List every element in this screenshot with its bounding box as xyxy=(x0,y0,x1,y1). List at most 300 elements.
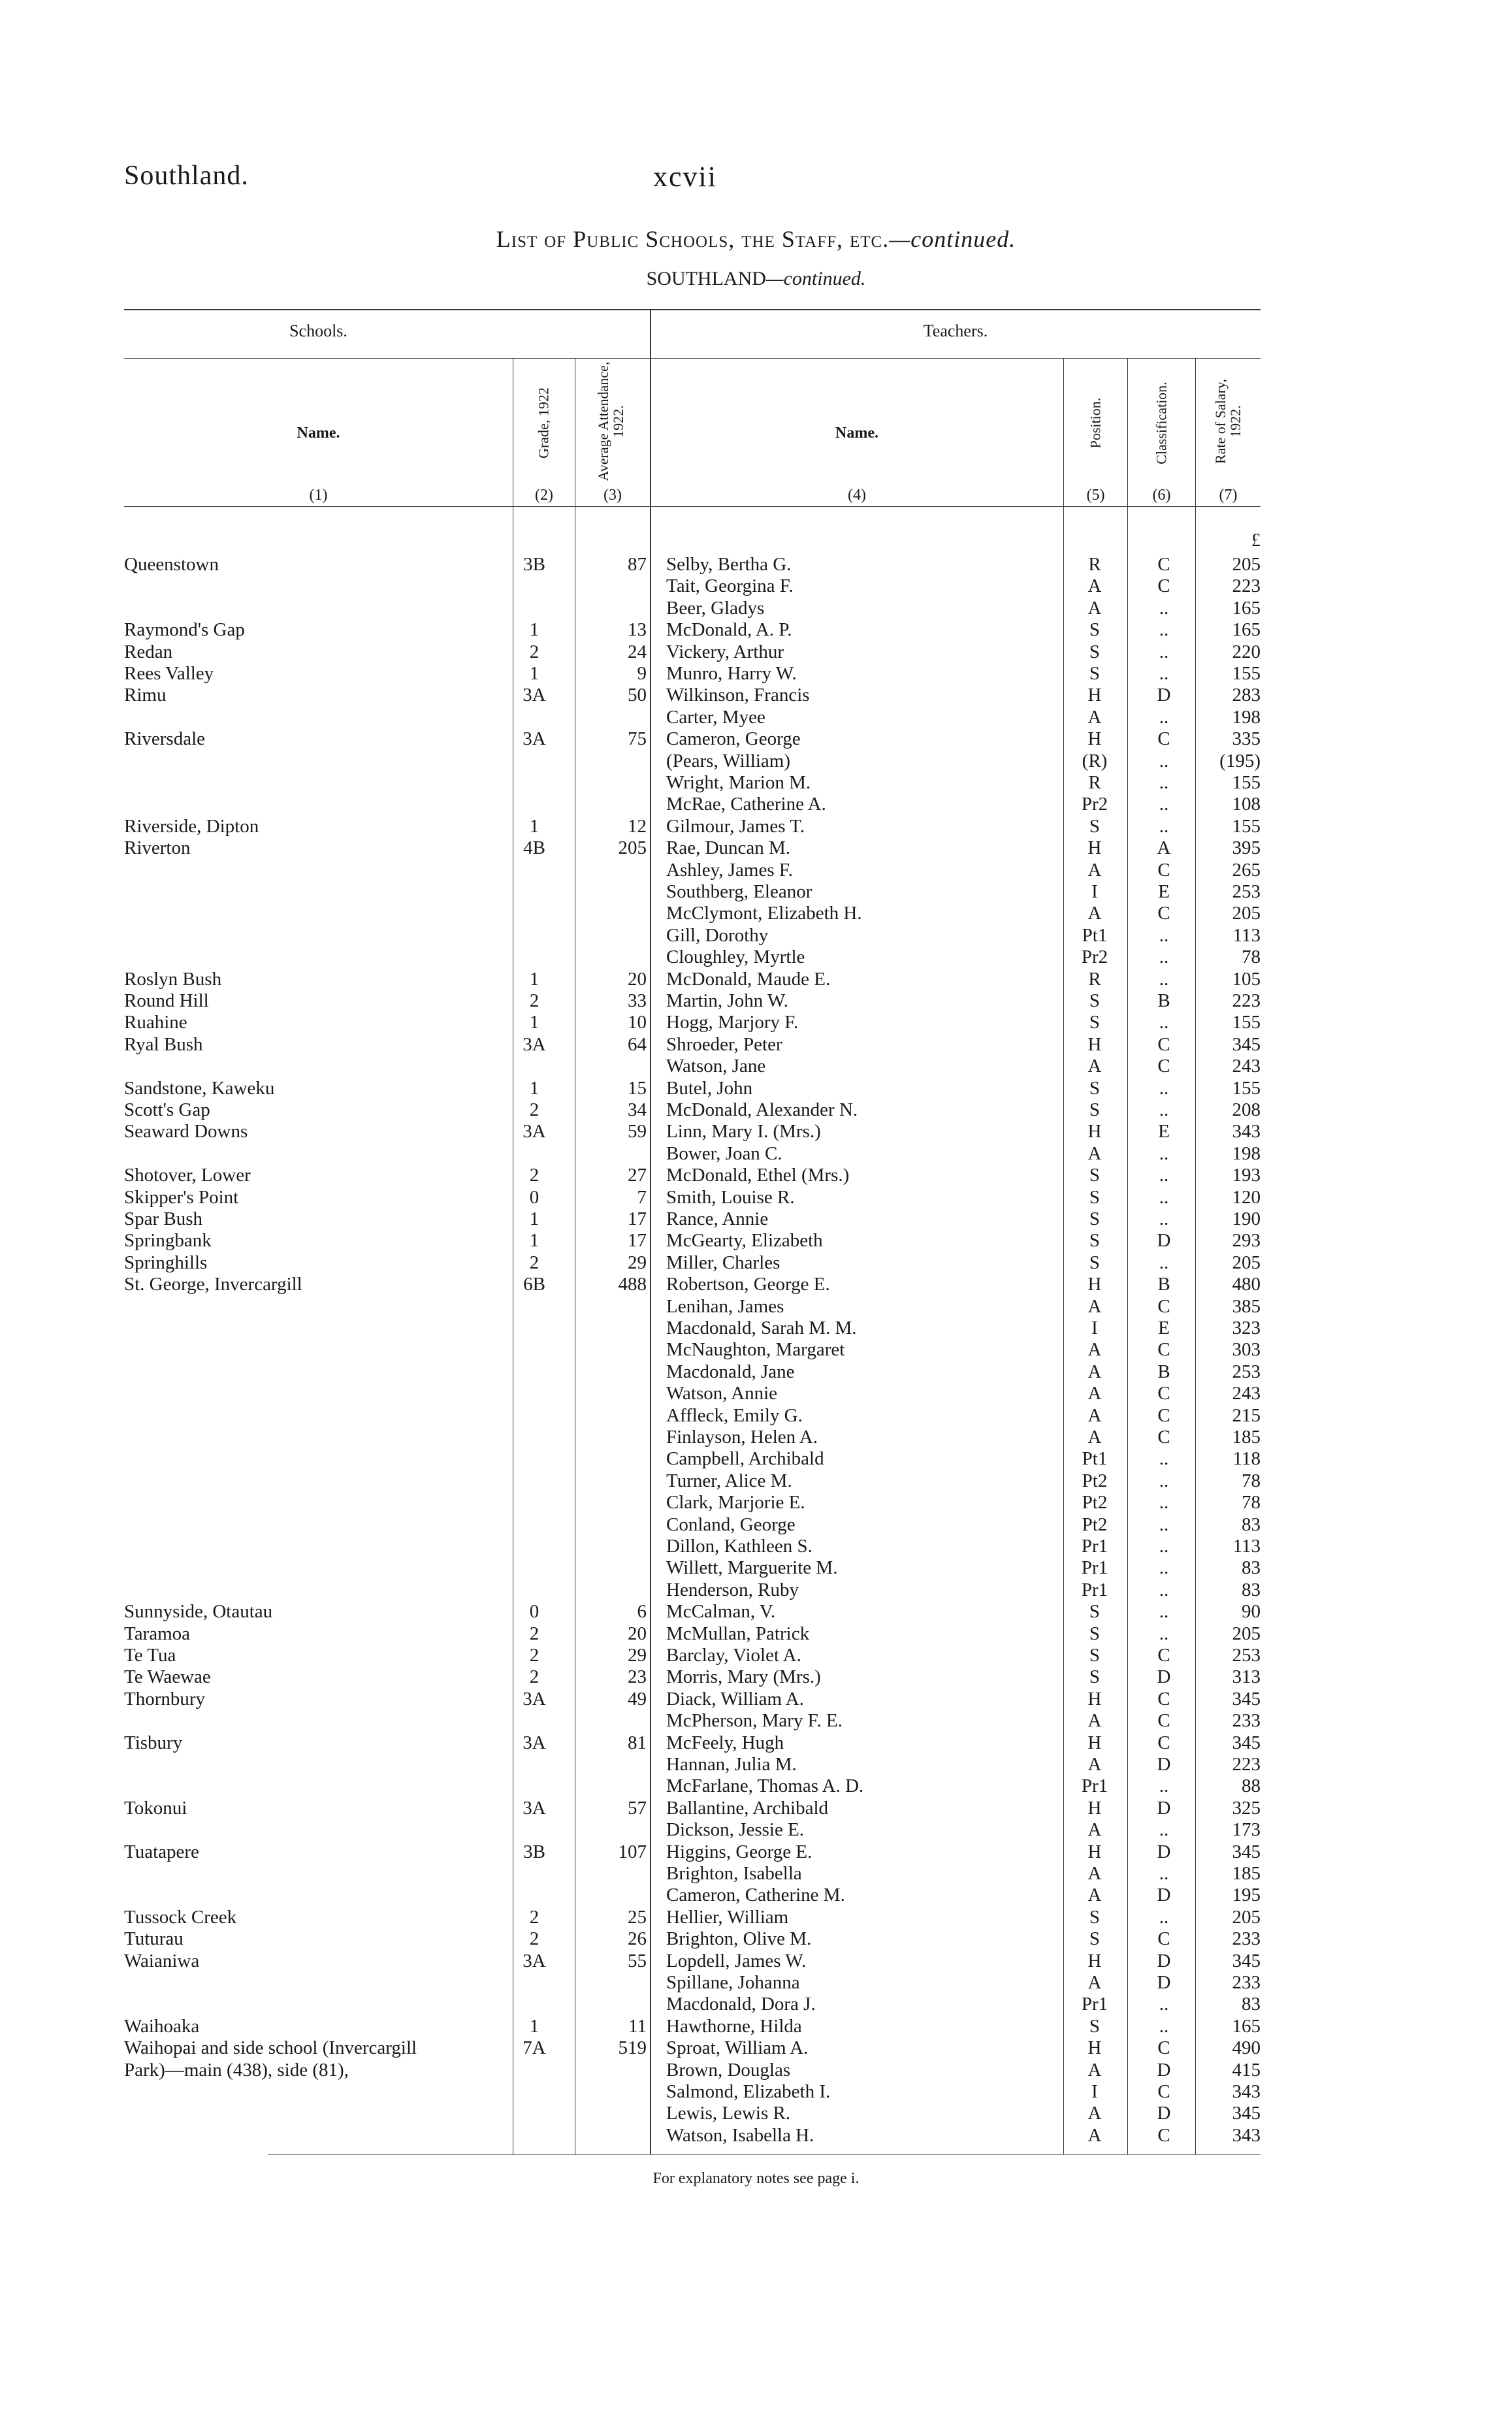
teacher-name-cell: Vickery, Arthur xyxy=(666,641,784,662)
table-row xyxy=(0,1798,1512,1820)
grade-cell: 0 xyxy=(529,1186,539,1208)
subtitle-continued: —continued. xyxy=(765,268,866,289)
teacher-name-cell: McFarlane, Thomas A. D. xyxy=(666,1775,864,1797)
table-row xyxy=(0,1863,1512,1885)
table-row xyxy=(0,1405,1512,1427)
position-cell: S xyxy=(1089,619,1101,641)
teacher-name-cell: McDonald, Alexander N. xyxy=(666,1099,858,1120)
classification-cell: .. xyxy=(1159,1906,1169,1928)
table-row xyxy=(0,1230,1512,1252)
teacher-name-cell: Tait, Georgina F. xyxy=(666,575,794,597)
classification-cell: C xyxy=(1157,1427,1170,1448)
position-cell: A xyxy=(1087,2103,1102,2124)
table-row xyxy=(0,2016,1512,2038)
salary-cell: 223 xyxy=(1232,575,1261,597)
salary-cell: 118 xyxy=(1232,1448,1261,1470)
attendance-cell: 205 xyxy=(618,837,647,859)
position-cell: Pt2 xyxy=(1082,1492,1108,1514)
teacher-name-cell: McClymont, Elizabeth H. xyxy=(666,903,862,924)
position-cell: S xyxy=(1089,815,1101,837)
position-cell: Pr2 xyxy=(1081,947,1108,968)
salary-cell: 120 xyxy=(1232,1186,1261,1208)
position-cell: H xyxy=(1087,1797,1102,1819)
subtitle-main: SOUTHLAND xyxy=(646,268,766,289)
teacher-name-cell: Wright, Marion M. xyxy=(666,772,811,793)
salary-cell: 113 xyxy=(1232,924,1261,946)
teacher-name-cell: McDonald, A. P. xyxy=(666,619,792,641)
teacher-name-cell: Higgins, George E. xyxy=(666,1841,812,1862)
classification-cell: .. xyxy=(1159,663,1169,684)
classification-cell: D xyxy=(1157,1754,1171,1775)
salary-cell: 233 xyxy=(1232,1710,1261,1732)
salary-cell: 205 xyxy=(1232,1252,1261,1273)
school-name-cell: Queenstown xyxy=(124,554,219,575)
attendance-cell: 20 xyxy=(628,1623,647,1644)
position-cell: A xyxy=(1087,1972,1102,1993)
table-row xyxy=(0,1841,1512,1864)
salary-cell: 343 xyxy=(1232,2081,1261,2102)
school-name-cell: Seaward Downs xyxy=(124,1121,248,1142)
grade-cell: 3A xyxy=(523,1688,546,1709)
table-row xyxy=(0,751,1512,773)
grade-cell: 2 xyxy=(529,641,539,662)
region-subtitle xyxy=(0,268,1512,290)
position-column-header: Position. xyxy=(1087,397,1104,449)
title-continued: —continued. xyxy=(889,226,1016,252)
attendance-cell: 49 xyxy=(628,1688,647,1709)
school-name-cell: Springhills xyxy=(124,1252,208,1273)
table-row xyxy=(0,990,1512,1012)
table-top-rule xyxy=(124,309,1261,310)
school-name-cell: Riversdale xyxy=(124,728,206,750)
teacher-name-cell: Shroeder, Peter xyxy=(666,1033,782,1055)
attendance-cell: 10 xyxy=(628,1012,647,1033)
attendance-cell: 11 xyxy=(628,2015,647,2037)
position-cell: H xyxy=(1087,1732,1102,1753)
classification-cell: C xyxy=(1157,1928,1170,1950)
classification-cell: .. xyxy=(1159,641,1169,662)
classification-cell: D xyxy=(1157,1230,1171,1252)
teacher-name-cell: Watson, Annie xyxy=(666,1383,778,1404)
school-name-cell: Sunnyside, Otautau xyxy=(124,1601,273,1623)
classification-cell: .. xyxy=(1159,1186,1169,1208)
teacher-name-cell: (Pears, William) xyxy=(666,750,790,771)
grade-cell: 1 xyxy=(529,663,539,684)
grade-cell: 3A xyxy=(523,1732,546,1753)
school-name-cell: Riverside, Dipton xyxy=(124,815,259,837)
salary-cell: 395 xyxy=(1232,837,1261,859)
attendance-cell: 34 xyxy=(628,1099,647,1120)
position-cell: Pt1 xyxy=(1082,1448,1108,1470)
classification-cell: .. xyxy=(1159,947,1169,968)
table-row xyxy=(0,969,1512,991)
position-cell: A xyxy=(1087,1404,1102,1426)
salary-cell: 325 xyxy=(1232,1797,1261,1819)
salary-cell: 345 xyxy=(1232,2103,1261,2124)
salary-cell: 198 xyxy=(1232,1142,1261,1164)
position-cell: I xyxy=(1091,881,1098,902)
teacher-name-cell: Dillon, Kathleen S. xyxy=(666,1536,812,1557)
classification-cell: .. xyxy=(1159,772,1169,793)
table-row xyxy=(0,1536,1512,1558)
school-name-cell: Roslyn Bush xyxy=(124,968,222,990)
classification-cell: .. xyxy=(1159,924,1169,946)
position-cell: H xyxy=(1087,2037,1102,2059)
classification-cell: C xyxy=(1157,903,1170,924)
column-number-3: (3) xyxy=(603,487,622,504)
teacher-name-cell: Selby, Bertha G. xyxy=(666,554,792,575)
classification-cell: .. xyxy=(1159,619,1169,641)
classification-cell: .. xyxy=(1159,1819,1169,1841)
grade-cell: 2 xyxy=(529,1099,539,1120)
position-cell: R xyxy=(1088,772,1101,793)
attendance-cell: 64 xyxy=(628,1033,647,1055)
position-cell: A xyxy=(1087,1056,1102,1077)
classification-cell: .. xyxy=(1159,1623,1169,1644)
teacher-name-cell: Macdonald, Jane xyxy=(666,1361,795,1382)
position-cell: S xyxy=(1089,1906,1101,1928)
attendance-cell: 519 xyxy=(618,2037,647,2059)
grade-cell: 3B xyxy=(523,554,545,575)
salary-cell: 195 xyxy=(1232,1885,1261,1906)
table-row xyxy=(0,2103,1512,2125)
teacher-name-cell: Cameron, Catherine M. xyxy=(666,1885,845,1906)
position-cell: I xyxy=(1091,1318,1098,1338)
grade-cell: 2 xyxy=(529,1165,539,1186)
classification-cell: C xyxy=(1157,2037,1170,2059)
teacher-name-cell: Miller, Charles xyxy=(666,1252,780,1273)
salary-cell: 223 xyxy=(1232,1754,1261,1775)
table-row xyxy=(0,925,1512,947)
table-row xyxy=(0,1645,1512,1667)
salary-cell: 78 xyxy=(1242,1470,1261,1491)
grade-cell: 3A xyxy=(523,1950,546,1971)
teacher-name-cell: Henderson, Ruby xyxy=(666,1579,799,1600)
classification-cell: C xyxy=(1157,1688,1170,1709)
table-row xyxy=(0,2037,1512,2060)
grade-cell: 1 xyxy=(529,1208,539,1229)
salary-cell: 113 xyxy=(1232,1536,1261,1557)
attendance-cell: 55 xyxy=(628,1950,647,1971)
salary-cell: 490 xyxy=(1232,2037,1261,2059)
classification-cell: E xyxy=(1158,1318,1170,1338)
teacher-name-cell: Robertson, George E. xyxy=(666,1274,830,1295)
table-row xyxy=(0,641,1512,664)
salary-cell: 233 xyxy=(1232,1972,1261,1993)
table-row xyxy=(0,1361,1512,1384)
table-row xyxy=(0,1492,1512,1514)
classification-cell: C xyxy=(1157,728,1170,750)
salary-cell: 323 xyxy=(1232,1318,1261,1338)
classification-cell: A xyxy=(1157,837,1171,859)
teacher-name-cell: Butel, John xyxy=(666,1077,753,1099)
position-cell: A xyxy=(1087,2124,1102,2146)
position-cell: A xyxy=(1087,1339,1102,1361)
teacher-name-cell: McDonald, Ethel (Mrs.) xyxy=(666,1165,850,1186)
position-cell: S xyxy=(1089,1012,1101,1033)
table-row xyxy=(0,1928,1512,1951)
position-cell: A xyxy=(1087,1863,1102,1884)
salary-cell: 345 xyxy=(1232,1841,1261,1862)
attendance-cell: 15 xyxy=(628,1077,647,1099)
school-name-cell: Rimu xyxy=(124,685,167,706)
position-cell: S xyxy=(1089,1601,1101,1623)
position-cell: H xyxy=(1087,1274,1102,1295)
position-cell: Pt2 xyxy=(1082,1514,1108,1535)
school-name-cell: Raymond's Gap xyxy=(124,619,245,641)
grade-cell: 2 xyxy=(529,990,539,1011)
position-cell: S xyxy=(1089,1252,1101,1273)
grade-cell: 1 xyxy=(529,1012,539,1033)
teacher-name-cell: Bower, Joan C. xyxy=(666,1142,782,1164)
grade-cell: 1 xyxy=(529,1077,539,1099)
table-row xyxy=(0,1907,1512,1929)
school-name-cell: Rees Valley xyxy=(124,663,214,684)
table-row xyxy=(0,1601,1512,1623)
salary-cell: 343 xyxy=(1232,2124,1261,2146)
column-number-4: (4) xyxy=(848,487,866,504)
grade-cell: 2 xyxy=(529,1252,539,1273)
school-name-cell: Tuatapere xyxy=(124,1841,199,1862)
table-row xyxy=(0,903,1512,925)
teacher-name-cell: Lewis, Lewis R. xyxy=(666,2103,791,2124)
column-number-6: (6) xyxy=(1152,487,1171,504)
position-cell: H xyxy=(1087,685,1102,706)
salary-cell: 105 xyxy=(1232,968,1261,990)
school-name-cell: Round Hill xyxy=(124,990,209,1011)
classification-cell: B xyxy=(1157,1361,1170,1382)
classification-cell: .. xyxy=(1159,706,1169,728)
grade-cell: 2 xyxy=(529,1623,539,1644)
attendance-cell: 81 xyxy=(628,1732,647,1753)
teacher-name-cell: Willett, Marguerite M. xyxy=(666,1557,838,1579)
grade-cell: 2 xyxy=(529,1666,539,1688)
table-row xyxy=(0,1732,1512,1755)
teacher-name-cell: Rance, Annie xyxy=(666,1208,769,1229)
salary-cell: 83 xyxy=(1242,1557,1261,1579)
teacher-name-cell: McMullan, Patrick xyxy=(666,1623,810,1644)
position-cell: Pr1 xyxy=(1081,1775,1108,1797)
school-name-cell: Riverton xyxy=(124,837,191,859)
salary-cell: 88 xyxy=(1242,1775,1261,1797)
teacher-name-cell: Macdonald, Dora J. xyxy=(666,1994,816,2015)
classification-cell: .. xyxy=(1159,1252,1169,1273)
teacher-name-cell: Hogg, Marjory F. xyxy=(666,1012,799,1033)
grade-cell: 2 xyxy=(529,1645,539,1666)
attendance-cell: 27 xyxy=(628,1165,647,1186)
salary-cell: 293 xyxy=(1232,1230,1261,1252)
table-row xyxy=(0,1121,1512,1143)
attendance-cell: 29 xyxy=(628,1252,647,1273)
teacher-name-cell: Affleck, Emily G. xyxy=(666,1404,803,1426)
salary-cell: 385 xyxy=(1232,1295,1261,1317)
teacher-name-cell: Diack, William A. xyxy=(666,1688,804,1709)
position-cell: R xyxy=(1088,968,1101,990)
salary-cell: 215 xyxy=(1232,1404,1261,1426)
position-cell: A xyxy=(1087,1754,1102,1775)
classification-cell: C xyxy=(1157,859,1170,881)
grade-cell: 1 xyxy=(529,2015,539,2037)
school-name-cell: Ryal Bush xyxy=(124,1033,203,1055)
column-number-2: (2) xyxy=(535,487,553,504)
table-row xyxy=(0,1296,1512,1318)
table-row xyxy=(0,2125,1512,2147)
table-row xyxy=(0,1427,1512,1449)
position-cell: S xyxy=(1089,1099,1101,1120)
classification-cell: .. xyxy=(1159,1077,1169,1099)
attendance-cell: 24 xyxy=(628,641,647,662)
salary-cell: 83 xyxy=(1242,1994,1261,2015)
footnote: For explanatory notes see page i. xyxy=(652,2170,860,2187)
grade-cell: 3A xyxy=(523,1121,546,1142)
classification-cell: .. xyxy=(1159,1536,1169,1557)
table-row xyxy=(0,1514,1512,1536)
school-name-cell: Spar Bush xyxy=(124,1208,203,1229)
salary-cell: 155 xyxy=(1232,815,1261,837)
table-row xyxy=(0,1099,1512,1122)
salary-cell: 78 xyxy=(1242,1492,1261,1514)
attendance-cell: 33 xyxy=(628,990,647,1011)
table-row xyxy=(0,1666,1512,1689)
grade-cell: 4B xyxy=(523,837,545,859)
salary-cell: 198 xyxy=(1232,706,1261,728)
grade-cell: 3A xyxy=(523,685,546,706)
school-name-cell: Te Tua xyxy=(124,1645,176,1666)
salary-cell: 205 xyxy=(1232,903,1261,924)
classification-cell: D xyxy=(1157,1972,1171,1993)
position-cell: Pr1 xyxy=(1081,1557,1108,1579)
teacher-name-cell: McCalman, V. xyxy=(666,1601,776,1623)
position-cell: A xyxy=(1087,2059,1102,2081)
grade-cell: 3A xyxy=(523,1033,546,1055)
teacher-name-cell: Ballantine, Archibald xyxy=(666,1797,829,1819)
position-cell: S xyxy=(1089,990,1101,1011)
salary-cell: 205 xyxy=(1232,1906,1261,1928)
position-cell: Pr1 xyxy=(1081,1579,1108,1600)
attendance-cell: 6 xyxy=(637,1601,647,1623)
teacher-name-cell: Wilkinson, Francis xyxy=(666,685,810,706)
salary-header-text: Rate of Salary, 1922. xyxy=(1212,379,1244,464)
column-header-rule xyxy=(124,506,1261,507)
classification-cell: D xyxy=(1157,1797,1171,1819)
grade-cell: 7A xyxy=(523,2037,546,2059)
table-row xyxy=(0,1318,1512,1340)
classification-cell: .. xyxy=(1159,1208,1169,1229)
table-row xyxy=(0,1972,1512,1994)
attendance-cell: 25 xyxy=(628,1906,647,1928)
teacher-name-cell: Cameron, George xyxy=(666,728,801,750)
salary-cell: 253 xyxy=(1232,1361,1261,1382)
position-cell: A xyxy=(1087,1885,1102,1906)
page-number: xcvii xyxy=(653,161,717,193)
position-cell: H xyxy=(1087,1841,1102,1862)
attendance-cell: 9 xyxy=(637,663,647,684)
position-cell: A xyxy=(1087,575,1102,597)
attendance-cell: 87 xyxy=(628,554,647,575)
salary-cell: 165 xyxy=(1232,619,1261,641)
position-cell: H xyxy=(1087,837,1102,859)
teacher-name-cell: Campbell, Archibald xyxy=(666,1448,824,1470)
position-cell: A xyxy=(1087,1142,1102,1164)
salary-cell: 165 xyxy=(1232,2015,1261,2037)
classification-cell: D xyxy=(1157,1666,1171,1688)
position-cell: S xyxy=(1089,663,1101,684)
classification-cell: .. xyxy=(1159,794,1169,815)
attendance-cell: 50 xyxy=(628,685,647,706)
column-number-5: (5) xyxy=(1086,487,1105,504)
position-cell: (R) xyxy=(1082,750,1108,771)
classification-cell: C xyxy=(1157,1383,1170,1404)
school-name-cell: Waihopai and side school (Invercargill xyxy=(124,2037,417,2059)
school-name-cell: Taramoa xyxy=(124,1623,191,1644)
classification-cell: D xyxy=(1157,1885,1171,1906)
classification-cell: D xyxy=(1157,685,1171,706)
school-name-cell: Sandstone, Kaweku xyxy=(124,1077,275,1099)
school-name-cell: Shotover, Lower xyxy=(124,1165,251,1186)
table-row xyxy=(0,619,1512,641)
classification-cell: C xyxy=(1157,1710,1170,1732)
teacher-name-cell: Hellier, William xyxy=(666,1906,789,1928)
teacher-name-cell: Barclay, Violet A. xyxy=(666,1645,801,1666)
salary-cell: 220 xyxy=(1232,641,1261,662)
grade-cell: 3A xyxy=(523,1797,546,1819)
salary-cell: 90 xyxy=(1242,1601,1261,1623)
classification-cell: D xyxy=(1157,1950,1171,1971)
position-cell: A xyxy=(1087,903,1102,924)
teacher-name-cell: Sproat, William A. xyxy=(666,2037,809,2059)
classification-cell: .. xyxy=(1159,1514,1169,1535)
classification-cell: C xyxy=(1157,1645,1170,1666)
school-name-cell: Park)—main (438), side (81), xyxy=(124,2059,349,2081)
position-cell: Pr1 xyxy=(1081,1536,1108,1557)
grade-cell: 2 xyxy=(529,1928,539,1950)
position-cell: S xyxy=(1089,2015,1101,2037)
table-row xyxy=(0,1623,1512,1645)
school-name-cell: Tussock Creek xyxy=(124,1906,237,1928)
attendance-cell: 13 xyxy=(628,619,647,641)
column-number-1: (1) xyxy=(309,487,328,504)
school-name-cell: Ruahine xyxy=(124,1012,187,1033)
teacher-name-column-header: Name. xyxy=(835,425,878,442)
salary-cell: 303 xyxy=(1232,1339,1261,1361)
column-number-7: (7) xyxy=(1219,487,1238,504)
attendance-cell: 26 xyxy=(628,1928,647,1950)
table-row xyxy=(0,1056,1512,1078)
table-row xyxy=(0,881,1512,903)
salary-cell: 190 xyxy=(1232,1208,1261,1229)
position-cell: Pr2 xyxy=(1081,794,1108,815)
table-row xyxy=(0,598,1512,620)
classification-cell: C xyxy=(1157,2081,1170,2102)
attendance-cell: 17 xyxy=(628,1208,647,1229)
teacher-name-cell: McRae, Catherine A. xyxy=(666,794,826,815)
classification-cell: B xyxy=(1157,1274,1170,1295)
table-row xyxy=(0,1143,1512,1165)
salary-cell: 345 xyxy=(1232,1033,1261,1055)
position-cell: A xyxy=(1087,1819,1102,1841)
teacher-name-cell: Watson, Isabella H. xyxy=(666,2124,814,2146)
attendance-cell: 20 xyxy=(628,968,647,990)
position-cell: S xyxy=(1089,1077,1101,1099)
grade-cell: 1 xyxy=(529,815,539,837)
teacher-name-cell: Dickson, Jessie E. xyxy=(666,1819,805,1841)
classification-cell: C xyxy=(1157,1033,1170,1055)
teacher-name-cell: Salmond, Elizabeth I. xyxy=(666,2081,831,2102)
page-region-heading: Southland. xyxy=(124,161,249,191)
attendance-cell: 488 xyxy=(618,1274,647,1295)
table-row xyxy=(0,1165,1512,1187)
table-row xyxy=(0,1274,1512,1296)
